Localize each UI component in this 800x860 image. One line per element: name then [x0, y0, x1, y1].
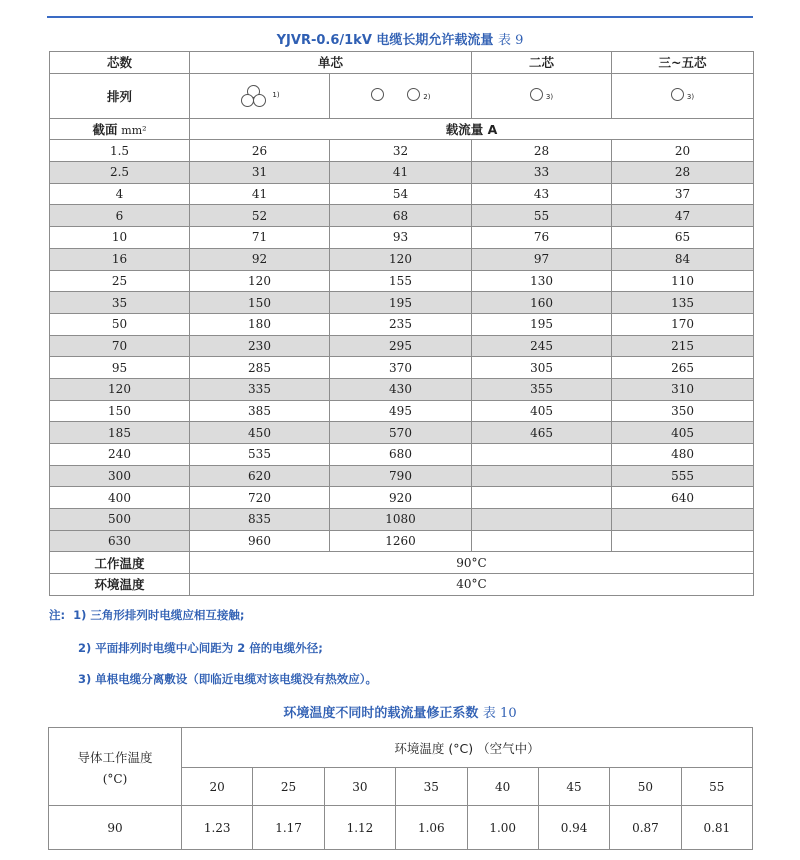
section-cell: 2.5	[50, 162, 190, 184]
ampacity-cell: 285	[190, 357, 330, 379]
trefoil-arrangement	[190, 73, 330, 118]
ampacity-cell: 265	[612, 357, 754, 379]
note-ref-1: 1)	[272, 91, 280, 100]
correction-factor-table	[48, 727, 753, 850]
ampacity-cell: 41	[190, 183, 330, 205]
ampacity-cell: 150	[190, 292, 330, 314]
table-row	[50, 227, 754, 249]
ampacity-cell: 170	[612, 313, 754, 335]
section-cell: 300	[50, 465, 190, 487]
ampacity-cell: 405	[612, 422, 754, 444]
ampacity-cell: 235	[330, 313, 472, 335]
section-cell: 500	[50, 509, 190, 531]
ambient-temp-cell: 55	[681, 768, 752, 806]
ampacity-cell: 620	[190, 465, 330, 487]
note-line-2: 2) 平面排列时电缆中心间距为 2 倍的电缆外径;	[78, 641, 323, 655]
table-row	[50, 509, 754, 531]
ampacity-cell: 640	[612, 487, 754, 509]
table-row	[50, 248, 754, 270]
ampacity-cell: 120	[330, 248, 472, 270]
env-temp-label: 环境温度	[50, 574, 190, 596]
single-core-header: 单芯	[190, 52, 472, 74]
table-row	[50, 292, 754, 314]
note-line-1: 注: 1) 三角形排列时电缆应相互接触;	[49, 608, 245, 622]
table10-title: 环境温度不同时的载流量修正系数 表 10	[283, 706, 517, 721]
ampacity-cell: 68	[330, 205, 472, 227]
ampacity-cell: 570	[330, 422, 472, 444]
single-arrangement-three	[612, 73, 754, 118]
section-cell: 185	[50, 422, 190, 444]
ampacity-cell: 92	[190, 248, 330, 270]
ampacity-cell: 28	[612, 162, 754, 184]
table-row	[50, 140, 754, 162]
ampacity-cell: 920	[330, 487, 472, 509]
note-ref-3: 3)	[686, 92, 695, 101]
section-cell: 50	[50, 313, 190, 335]
ampacity-cell: 160	[472, 292, 612, 314]
note-ref-3: 3)	[545, 92, 554, 101]
section-cell: 150	[50, 400, 190, 422]
ampacity-cell: 465	[472, 422, 612, 444]
table-row	[50, 335, 754, 357]
table-row	[50, 183, 754, 205]
ampacity-cell: 20	[612, 140, 754, 162]
ampacity-cell: 135	[612, 292, 754, 314]
ampacity-cell: 430	[330, 378, 472, 400]
ampacity-cell: 130	[472, 270, 612, 292]
ampacity-cell: 43	[472, 183, 612, 205]
ampacity-cell: 41	[330, 162, 472, 184]
table-row	[50, 205, 754, 227]
ampacity-cell: 350	[612, 400, 754, 422]
ampacity-cell: 110	[612, 270, 754, 292]
work-temp-label: 工作温度	[50, 552, 190, 574]
ampacity-cell: 790	[330, 465, 472, 487]
ambient-temp-header: 环境温度 (°C) （空气中）	[182, 728, 753, 768]
table-row	[50, 162, 754, 184]
top-rule	[47, 16, 753, 18]
ampacity-cell: 305	[472, 357, 612, 379]
table-row	[50, 378, 754, 400]
section-cell: 4	[50, 183, 190, 205]
ampacity-cell	[472, 444, 612, 466]
section-cell: 6	[50, 205, 190, 227]
ampacity-cell: 26	[190, 140, 330, 162]
ampacity-cell: 495	[330, 400, 472, 422]
single-circle-icon	[530, 88, 543, 101]
ampacity-cell	[472, 509, 612, 531]
ampacity-cell: 155	[330, 270, 472, 292]
env-temp-value: 40°C	[190, 574, 754, 596]
ampacity-cell: 33	[472, 162, 612, 184]
correction-factor-cell: 1.12	[324, 806, 395, 850]
table-row	[50, 444, 754, 466]
ampacity-cell: 355	[472, 378, 612, 400]
conductor-temp-value: 90	[49, 806, 182, 850]
table-row	[50, 313, 754, 335]
correction-factor-cell: 0.81	[681, 806, 752, 850]
ambient-temp-cell: 20	[182, 768, 253, 806]
ampacity-cell: 535	[190, 444, 330, 466]
section-cell: 95	[50, 357, 190, 379]
ampacity-cell: 295	[330, 335, 472, 357]
ampacity-cell: 93	[330, 227, 472, 249]
section-cell: 16	[50, 248, 190, 270]
ampacity-cell: 680	[330, 444, 472, 466]
correction-factor-cell: 0.87	[610, 806, 681, 850]
ampacity-cell: 97	[472, 248, 612, 270]
ampacity-cell: 370	[330, 357, 472, 379]
section-cell: 120	[50, 378, 190, 400]
ampacity-cell	[472, 465, 612, 487]
ampacity-cell: 195	[472, 313, 612, 335]
section-cell: 630	[50, 530, 190, 552]
ampacity-cell: 555	[612, 465, 754, 487]
ampacity-cell: 1260	[330, 530, 472, 552]
table-row	[50, 400, 754, 422]
conductor-temp-header: 导体工作温度 (°C)	[49, 728, 182, 806]
ampacity-cell: 310	[612, 378, 754, 400]
note-ref-2: 2)	[423, 92, 431, 101]
correction-factor-cell: 1.17	[253, 806, 324, 850]
two-core-header: 二芯	[472, 52, 612, 74]
ampacity-cell: 450	[190, 422, 330, 444]
ampacity-cell: 54	[330, 183, 472, 205]
ampacity-cell: 37	[612, 183, 754, 205]
table-row	[50, 357, 754, 379]
section-cell: 1.5	[50, 140, 190, 162]
table-row	[50, 422, 754, 444]
ampacity-header: 载流量 A	[190, 118, 754, 140]
ampacity-cell: 215	[612, 335, 754, 357]
section-cell: 25	[50, 270, 190, 292]
flat-circle-icon	[407, 88, 420, 101]
flat-circle-icon	[371, 88, 384, 101]
section-cell: 70	[50, 335, 190, 357]
ambient-temp-cell: 25	[253, 768, 324, 806]
ampacity-cell: 230	[190, 335, 330, 357]
ambient-temp-cell: 50	[610, 768, 681, 806]
ampacity-table	[49, 51, 754, 596]
single-arrangement-two	[472, 73, 612, 118]
ampacity-cell: 480	[612, 444, 754, 466]
table-row	[50, 487, 754, 509]
correction-factor-cell: 1.06	[396, 806, 467, 850]
ampacity-cell: 28	[472, 140, 612, 162]
ampacity-cell: 245	[472, 335, 612, 357]
ampacity-cell: 1080	[330, 509, 472, 531]
ampacity-cell: 31	[190, 162, 330, 184]
ampacity-cell: 32	[330, 140, 472, 162]
section-cell: 35	[50, 292, 190, 314]
ampacity-cell	[612, 509, 754, 531]
trefoil-circles-icon	[239, 85, 269, 107]
flat-arrangement	[330, 73, 472, 118]
ampacity-cell	[612, 530, 754, 552]
note-line-3: 3) 单根电缆分离敷设（即临近电缆对该电缆没有热效应）。	[78, 672, 378, 686]
ampacity-cell: 47	[612, 205, 754, 227]
ampacity-cell	[472, 487, 612, 509]
ambient-temp-cell: 35	[396, 768, 467, 806]
ampacity-cell: 84	[612, 248, 754, 270]
correction-factor-cell: 1.00	[467, 806, 538, 850]
ambient-temp-cell: 45	[538, 768, 609, 806]
ampacity-cell: 52	[190, 205, 330, 227]
ampacity-cell: 71	[190, 227, 330, 249]
section-cell: 240	[50, 444, 190, 466]
ampacity-cell: 720	[190, 487, 330, 509]
ampacity-cell: 960	[190, 530, 330, 552]
correction-factor-cell: 0.94	[538, 806, 609, 850]
table9-title: YJVR-0.6/1kV 电缆长期允许载流量 表 9	[276, 33, 524, 48]
ampacity-cell: 195	[330, 292, 472, 314]
ampacity-cell: 65	[612, 227, 754, 249]
ampacity-cell: 120	[190, 270, 330, 292]
correction-factor-cell: 1.23	[182, 806, 253, 850]
table-row	[50, 270, 754, 292]
ampacity-cell: 55	[472, 205, 612, 227]
ambient-temp-cell: 40	[467, 768, 538, 806]
ampacity-cell: 835	[190, 509, 330, 531]
ampacity-cell: 335	[190, 378, 330, 400]
ampacity-cell: 405	[472, 400, 612, 422]
three-five-core-header: 三~五芯	[612, 52, 754, 74]
section-cell: 400	[50, 487, 190, 509]
cores-header: 芯数	[50, 52, 190, 74]
ampacity-cell: 385	[190, 400, 330, 422]
ampacity-cell: 76	[472, 227, 612, 249]
single-circle-icon	[671, 88, 684, 101]
table-row	[50, 530, 754, 552]
section-header: 截面 mm²	[50, 118, 190, 140]
ampacity-cell	[472, 530, 612, 552]
arrangement-header: 排列	[50, 73, 190, 118]
section-cell: 10	[50, 227, 190, 249]
ambient-temp-cell: 30	[324, 768, 395, 806]
work-temp-value: 90°C	[190, 552, 754, 574]
ampacity-cell: 180	[190, 313, 330, 335]
table-row	[50, 465, 754, 487]
